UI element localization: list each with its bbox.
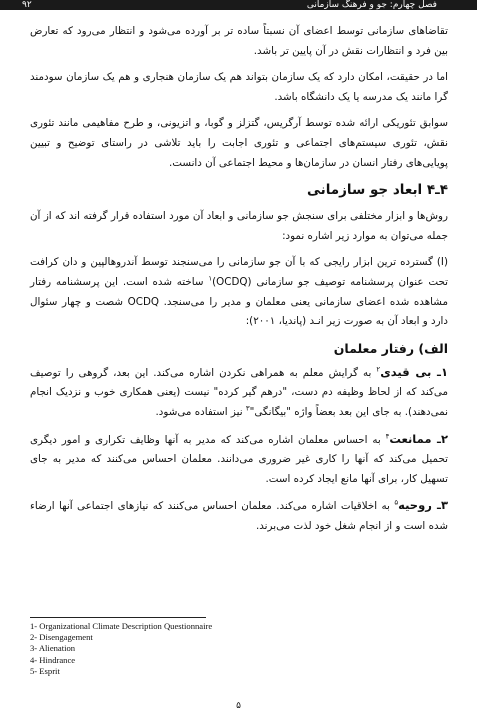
dimension-text-2: به احساس معلمان اشاره می‌کند که مدیر به آنها وظایف تکراری و امور دیگری تحمیل می‌کند که آنها را کاری غیر ضروری می‌دانند. معلمان احساس می‌کنند که مدیر به جای تسهیل کار، برای آنها مانع ایجاد کرده است. [30, 433, 448, 485]
footnote-ref-1: ۱ [208, 274, 213, 283]
ocdq-text-b: ساخته شده است. این پرسشنامه رفتار مشاهده شده اعضای سازمانی یعنی معلمان و مدیر را می‌سنجد. OCDQ شصت و چهار سئوال دارد و ابعاد آن به صورت زیر انـد (پاندیا، ۲۰۰۱): [30, 275, 448, 328]
footnote-2: 2- Disengagement [30, 632, 93, 643]
footnote-5: 5- Esprit [30, 665, 60, 676]
footnote-ref-3: ۳ [245, 404, 250, 413]
subsection-heading: الف) رفتار معلمان [333, 340, 448, 356]
section-heading: ۴ـ۴ ابعاد جو سازمانی [306, 182, 448, 199]
paragraph-2: اما در حقیقت، امکان دارد که یک سازمان بتواند هم یک سازمان هنجاری و هم یک سازمان سودمند گرا مانند یک مدرسه یا یک دانشگاه باشد. [30, 71, 448, 103]
section-intro: روش‌ها و ابزار مختلفی برای سنجش جو سازمانی و ابعاد آن مورد استفاده قرار گرفته اند که از آن جمله می‌توان به موارد زیر اشاره نمود: [30, 210, 448, 242]
dimension-item-2 [30, 430, 448, 490]
paragraph-1: تقاضاهای سازمانی توسط اعضای آن نسبتاً ساده تر بر آورده می‌شود و انتظار می‌رود که تعارض بین فرد و انتظارات نقش در آن پایین تر باشد. [30, 25, 448, 57]
dimension-term-3: ۳ـ روحیه [398, 498, 448, 513]
footnotes [30, 621, 450, 677]
dimension-text-1: به گرایش معلم به همراهی نکردن اشاره می‌کند. این بعد، گروهی را توصیف می‌کند که از لحاظ وظیفه دم دست، "درهم گیر کرده" نیست (یعنی همکاری خوب و نزدیک انجام نمی‌دهند). به جای این بعد بعضاً واژه "بیگانگی" [30, 366, 448, 418]
header-page-number: ۹۲ [22, 0, 32, 10]
footnote-ref-5: ۵ [394, 498, 399, 507]
page-number: ۵ [236, 701, 241, 711]
paragraph-3: سوابق تئوریکی ارائه شده توسط آرگریس، گتزلز و گوبا، و اتزیونی، و طرح مفاهیمی مانند تئوری نقش، تئوری سیستم‌های اجتماعی و تئوری اجابت را باید تلاشی در راستای توضیح و تبیین پویایی‌های رفتار انسان در سازمان‌ها و محیط اجتماعی آن دانست. [30, 117, 448, 169]
running-header [0, 0, 477, 10]
dimension-text-1b: نیز استفاده می‌شود. [155, 405, 246, 418]
header-chapter-title: فصل چهارم: جو و فرهنگ سازمانی [306, 0, 437, 10]
footnote-separator [30, 617, 206, 618]
dimension-item-3 [30, 496, 448, 536]
dimension-term-1: ۱ـ بی قیدی [380, 364, 448, 379]
dimension-item-1 [30, 363, 448, 423]
footnote-4: 4- Hindrance [30, 654, 76, 665]
footnote-ref-4: ۴ [385, 432, 390, 441]
dimension-term-2: ۲ـ ممانعت [389, 431, 448, 446]
ocdq-paragraph [30, 253, 448, 331]
body-text [30, 22, 448, 543]
ocdq-text-a: (I) گسترده ترین ابزار رایجی که با آن جو سازمانی را می‌سنجند توسط آندروهالپین و دان کرافت تحت عنوان پرسشنامه توصیف جو سازمانی (OCDQ) [30, 256, 448, 288]
footnote-ref-2: ۲ [376, 365, 381, 374]
dimension-text-3: به اخلاقیات اشاره می‌کند. معلمان احساس می‌کنند که نیازهای اجتماعی آنها ارضاء شده است و از انجام شغل خود لذت می‌برند. [30, 500, 448, 532]
footnote-1: 1- Organizational Climate Description Questionnaire [30, 621, 213, 631]
footnote-3: 3- Alienation [30, 643, 76, 654]
